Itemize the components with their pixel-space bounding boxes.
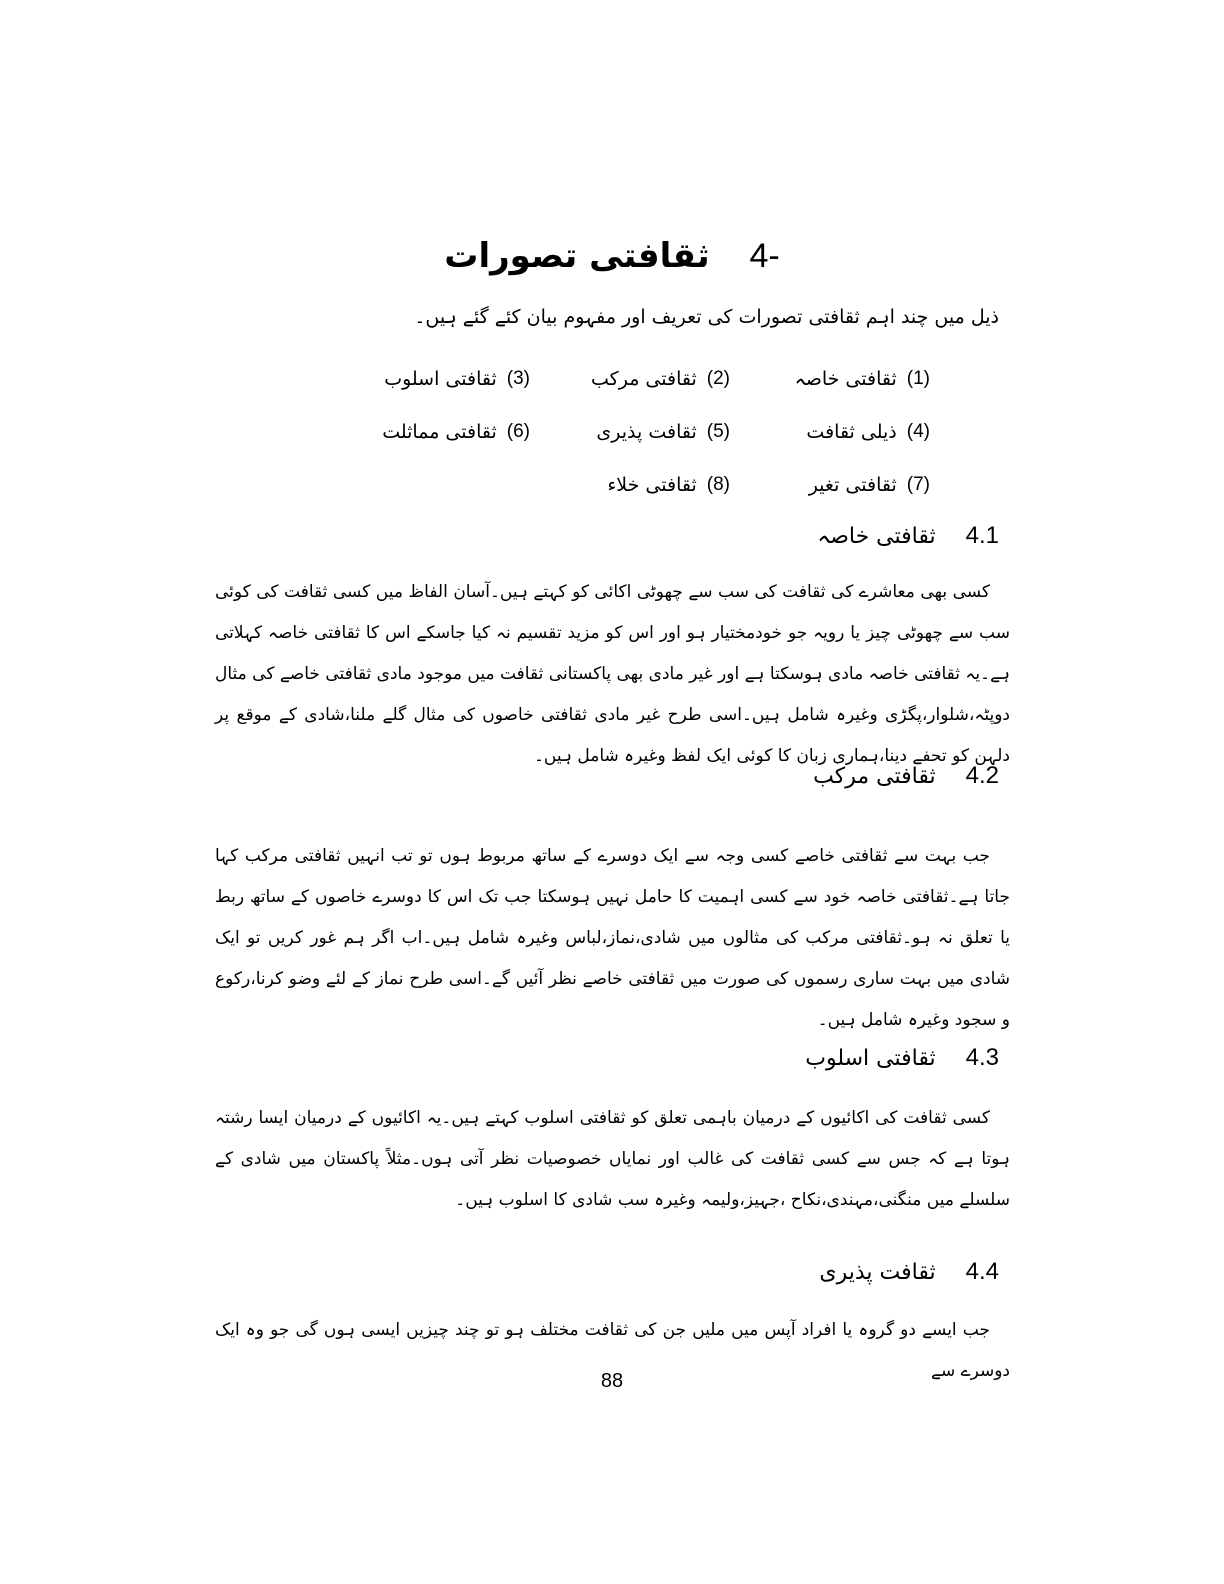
list-item-number: (6) — [506, 420, 530, 442]
section-paragraph — [215, 1098, 1010, 1221]
list-item — [530, 474, 730, 496]
list-item — [530, 421, 730, 443]
section-heading — [813, 762, 999, 790]
list-item-number: (4) — [906, 420, 930, 442]
section-number: 4.4 — [965, 1258, 999, 1285]
list-item-label: ثقافتی تغیر — [808, 473, 897, 496]
paragraph-text: کسی ثقافت کی اکائیوں کے درمیان باہمی تعلق کو ثقافتی اسلوب کہتے ہیں۔یہ اکائیوں کے درمیان ایسا رشتہ ہوتا ہے کہ جس سے کسی ثقافت کی غالب اور نمایاں خصوصیات نظر آتی ہوں۔مثلاً پاکستان میں شادی کے سلسلے میں منگنی،مہندی،نکاح ،جہیز،ولیمہ وغیرہ سب شادی کا اسلوب ہیں۔ — [215, 1108, 1010, 1210]
list-item — [730, 368, 930, 390]
paragraph-text: جب بہت سے ثقافتی خاصے کسی وجہ سے ایک دوسرے کے ساتھ مربوط ہوں تو تب انہیں ثقافتی مرکب کہا جاتا ہے۔ثقافتی خاصہ خود سے کسی اہمیت کا حامل نہیں ہوسکتا جب تک اس کا دوسرے خاصوں کے ساتھ ربط یا تعلق نہ ہو۔ثقافتی مرکب کی مثالوں میں شادی،نماز،لباس وغیرہ شامل ہیں۔اب اگر ہم غور کریں تو ایک شادی میں بہت ساری رسموں کی صورت میں ثقافتی خاصے نظر آئیں گے۔اسی طرح نماز کے لئے وضو کرنا،رکوع و سجود وغیرہ شامل ہیں۔ — [215, 846, 1010, 1030]
section-title: ثقافتی خاصہ — [817, 523, 936, 549]
list-item — [530, 368, 730, 390]
chapter-title — [0, 236, 1224, 276]
list-item-label: ثقافتی مماثلت — [382, 420, 497, 443]
list-item-number: (8) — [706, 473, 730, 495]
list-item-number: (1) — [906, 367, 930, 389]
section-number: 4.3 — [965, 1044, 999, 1071]
list-item — [730, 474, 930, 496]
list-row — [330, 405, 930, 458]
section-title: ثقافتی اسلوب — [805, 1045, 936, 1071]
page-number: 88 — [600, 1370, 624, 1392]
list-item-label: ثقافتی مرکب — [591, 367, 697, 390]
list-item-number: (7) — [906, 473, 930, 495]
list-item-number: (3) — [506, 367, 530, 389]
section-heading — [817, 522, 999, 550]
paragraph-text: جب ایسے دو گروہ یا افراد آپس میں ملیں جن کی ثقافت مختلف ہو تو چند چیزیں ایسی ہوں گی جو وہ ایک دوسرے سے — [215, 1320, 1010, 1381]
intro-text: ذیل میں چند اہم ثقافتی تصورات کی تعریف اور مفہوم بیان کئے گئے ہیں۔ — [414, 306, 999, 328]
concept-list — [330, 352, 930, 511]
section-heading — [805, 1044, 999, 1072]
chapter-title-text: ثقافتی تصورات — [444, 236, 710, 276]
chapter-number: 4- — [749, 237, 780, 275]
list-item — [730, 421, 930, 443]
list-row — [330, 352, 930, 405]
paragraph-text: کسی بھی معاشرے کی ثقافت کی سب سے چھوٹی اکائی کو کہتے ہیں۔آسان الفاظ میں کسی ثقافت کی کوئی سب سے چھوٹی چیز یا رویہ جو خودمختیار ہو اور اس کو مزید تقسیم نہ کیا جاسکے اس کا ثقافتی خاصہ کہلاتی ہے۔یہ ثقافتی خاصہ مادی ہوسکتا ہے اور غیر مادی بھی پاکستانی ثقافت میں موجود مادی ثقافتی خاصے کی مثال دوپٹہ،شلوار،پگڑی وغیرہ شامل ہیں۔اسی طرح غیر مادی ثقافتی خاصوں کی مثال گلے ملنا،شادی کے موقع پر دلہن کو تحفے دینا،ہماری زبان کا کوئی ایک لفظ وغیرہ شامل ہیں۔ — [215, 582, 1010, 766]
section-title: ثقافتی مرکب — [813, 763, 936, 789]
list-row — [330, 458, 930, 511]
list-item-number: (5) — [706, 420, 730, 442]
section-number: 4.2 — [965, 762, 999, 789]
list-item-label: ثقافتی اسلوب — [384, 367, 497, 390]
list-item-label: ذیلی ثقافت — [806, 420, 897, 443]
section-title: ثقافت پذیری — [819, 1259, 936, 1285]
list-item — [330, 421, 530, 443]
section-number: 4.1 — [965, 522, 999, 549]
section-paragraph — [215, 572, 1010, 777]
section-paragraph — [215, 836, 1010, 1041]
list-item-label: ثقافت پذیری — [596, 420, 697, 443]
list-item-number: (2) — [706, 367, 730, 389]
list-item-label: ثقافتی خاصہ — [794, 367, 897, 390]
list-item-label: ثقافتی خلاء — [607, 473, 697, 496]
section-heading — [819, 1258, 999, 1286]
list-item — [330, 368, 530, 390]
